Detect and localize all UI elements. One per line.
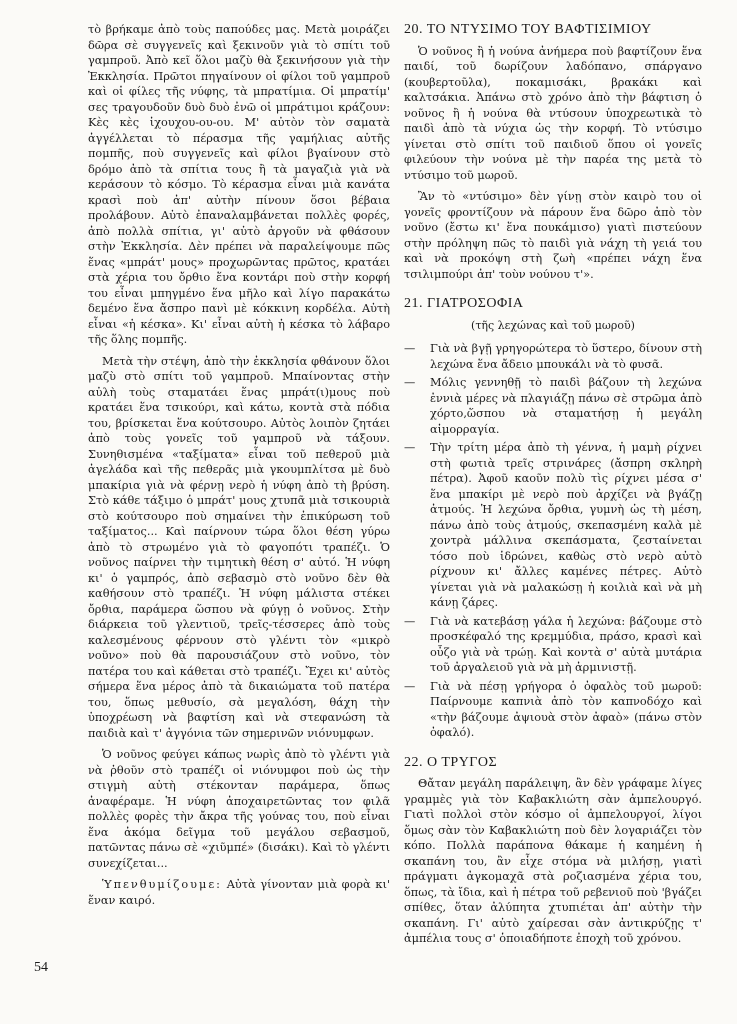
section-20-paragraph-1: Ὁ νοῦνος ἢ ἡ νούνα ἀνήμερα ποὺ βαφτίζουν ἕνα παιδί, τοῦ δωρίζουν λαδόπανο, σπάργανο (κουβερτοῦλα), ποκαμισάκι, βρακάκι καὶ καλτσάκια. Ἀπάνω στὸ χρόνο ἀπὸ τὴν βάφτιση ὁ νοῦνος ἢ ἡ νούνα θὰ ντύσουν ὑποχρεωτικὰ τὸ παιδὶ ἀπὸ τὰ νύχια ὡς τὴν κορφή. Τὸ ντύσιμο γίνεται στὸ σπίτι τοῦ παιδιοῦ ὅπου οἱ γονεῖς φιλεύουν τὴν νούνα μὲ τὴν παρέα της μετὰ τὸ ντύσιμο τοῦ μωροῦ. bbox=[404, 44, 702, 182]
left-paragraph-3: Ὁ νοῦνος φεύγει κάπως νωρὶς ἀπὸ τὸ γλέντι γιὰ νὰ ῥθοῦν στὸ τραπέζι οἱ νιόνυμφοι ποὺ ὡς τὴν στιγμὴ αὐτὴ στέκονταν παράμερα, ὅπως ἀναφέραμε. Ἡ νύφη ἀποχαιρετῶντας τον φιλᾶ πολλὲς φορὲς τὴν ἄκρα τῆς γούνας του, ποὺ εἶναι ἕνα ἀκόμα δεῖγμα τοῦ μεγάλου σεβασμοῦ, πατῶντας πάνω σὲ «χιῦμπέ» (δισάκι). Καὶ τὸ γλέντι συνεχίζεται... bbox=[88, 748, 390, 870]
list-item: — Γιὰ νὰ κατεβάσῃ γάλα ἡ λεχώνα: βάζουμε στὸ προσκέφαλό της κρεμμύδια, πράσο, κρασὶ καὶ οὖζο γιὰ νὰ τρώῃ. Καὶ κοντὰ σ' αὐτὰ μυτάρια τοῦ ἀργαλειοῦ γιὰ νὰ μὴ ἀρμινιστῇ. bbox=[404, 614, 702, 676]
page-number: 54 bbox=[34, 960, 48, 975]
left-column bbox=[88, 22, 390, 914]
list-item: — Μόλις γεννηθῇ τὸ παιδὶ βάζουν τὴ λεχώνα ἐννιὰ μέρες νὰ πλαγιάζῃ πάνω σὲ στρῶμα ἀπὸ χόρτο,ὥσπου νὰ σταματήσῃ ἡ μεγάλη αἱμορραγία. bbox=[404, 375, 702, 437]
section-20-paragraph-2: Ἂν τὸ «ντύσιμο» δὲν γίνῃ στὸν καιρὸ του οἱ γονεῖς φροντίζουν νὰ πάρουν ἕνα δῶρο ἀπὸ τὸν νοῦνο (ἔστω κι' ἕνα πουκάμισο) γιατὶ πιστεύουν στὴν πρόληψη πῶς τὸ παιδὶ γιὰ νάχη τὴ γειά του καὶ νὰ προκόψη στὴ ζωὴ «πρέπει νάχη ἕνα τσιλιμπούρι ἀπ' τοὺν νούνου τ'». bbox=[404, 190, 702, 281]
left-paragraph-1: τὸ βρήκαμε ἀπὸ τοὺς παπούδες μας. Μετὰ μοιράζει δῶρα σὲ συγγενεῖς καὶ ξεκινοῦν γιὰ τὸ σπίτι τοῦ γαμπροῦ. Ἀπὸ κεῖ ὅλοι μαζὺ θὰ ξεκινήσουν γιὰ τὴν Ἐκκλησία. Πρῶτοι πηγαίνουν οἱ φίλοι τοῦ γαμπροῦ καὶ οἱ φίλες τῆς νύφης, τὰ μπρατίμια. Οἱ μπρατίμ' σες τραγουδοῦν δυὸ δυὸ ἐνῶ οἱ μπράτιμοι κράζουν: Κὲς κὲς ἰχουχου-ου-ου. Μ' αὐτὸν τὸν σαματὰ ἀγγέλλεται τὸ πέρασμα τῆς γαμήλιας αὐτῆς πομπῆς, ποὺ συγγενεῖς καὶ φίλοι βγαίνουν στὸ δρόμο ἀπὸ τὰ σπίτια τους ἢ τὰ μαγαζιὰ γιὰ νὰ κεράσουν τὸ κόσμο. Τὸ κέρασμα εἶναι μιὰ κανάτα κρασὶ ποὺ ἀπ' αὐτὴν πίνουν ὅσοι βέβαια προλάβουν. Αὐτὸ ἐπαναλαμβάνεται πολλὲς φορές, ἀπὸ πολλὰ σπίτια, γι' αὐτὸ ἀργοῦν νὰ φθάσουν στὴν Ἐκκλησία. Δὲν πρέπει νὰ παραλείψουμε πῶς ἕνας «μπράτ' μους» προχωρῶντας πρῶτος, κρατάει στὰ χέρια του ὄρθιο ἕνα κοντάρι ποὺ στὴν κορφή του εἶναι μπηγμένο ἕνα μῆλο καὶ λίγο παρακάτω δεμένο ἕνα ἄσπρο πανὶ μὲ κόκκινη κορδέλα. Αὐτὴ εἶναι «ἡ κέσκα». Κι' εἶναι αὐτὴ ἡ κέσκα τὸ λάβαρο τῆς ὅλης πομπῆς. bbox=[88, 23, 390, 346]
section-22-paragraph-1: Θἄταν μεγάλη παράλειψη, ἂν δὲν γράφαμε λίγες γραμμὲς γιὰ τὸν Καβακλιώτη σὰν ἀμπελουργό. Γιατὶ πολλοὶ στὸν κόσμο οἱ ἀμπελουργοί, λίγοι ὅμως σὰν τὸν Καβακλιώτη ποὺ δὲν λογαριάζει τὸν κόπο. Πολλὰ παράπονα θάκαμε ἡ καημένη ἡ σκαπάνη του, ἂν εἶχε στόμα νὰ μιλήσῃ, γιατὶ πράγματι ἀγκομαχᾶ στὰ ροζιασμένα χέρια του, ὅπως, τὰ ἴδια, καὶ ἡ πέτρα τοῦ ρεβενιοῦ ποὺ 'βγάζει σπίθες, ὅταν ἀλύπητα χτυπιέται ἀπ' αὐτὴν τὴν σκαπάνη. Γι' αὐτὸ χαίρεσαι σὰν ἀντικρύζῃς τ' ἀμπέλια τους σ' ὁποιαδήποτε ἐποχὴ τοῦ χρόνου. bbox=[404, 777, 702, 945]
reminder-note bbox=[88, 877, 390, 908]
list-item: — Γιὰ νὰ βγῇ γρηγορώτερα τὸ ὕστερο, δίνουν στὴ λεχώνα ἕνα ἄδειο μπουκάλι νὰ τὸ φυσᾶ. bbox=[404, 341, 702, 372]
reminder-text: Αὐτὰ γίνονταν μιὰ φορὰ κι' ἕναν καιρό. bbox=[88, 878, 390, 907]
section-20-title: 20. ΤΟ ΝΤΥΣΙΜΟ ΤΟΥ ΒΑΦΤΙΣΙΜΙΟΥ bbox=[404, 22, 652, 37]
reminder-label: Ὑπενθυμίζουμε: bbox=[102, 878, 222, 891]
section-22-title: 22. Ο ΤΡΥΓΟΣ bbox=[404, 754, 498, 770]
left-paragraph-2: Μετὰ τὴν στέψη, ἀπὸ τὴν ἐκκλησία φθάνουν ὅλοι μαζὺ στὸ σπίτι τοῦ γαμπροῦ. Μπαίνοντας στὴν αὐλὴ τοὺς σταματάει ἕνας μπράτ(ι)μους ποὺ κρατάει ἕνα τσικούρι, καὶ κάτω, κοντὰ στὰ πόδια του, βρίσκεται ἕνα κούτσουρο. Αὐτὸς λοιπὸν ζητάει ἀπὸ τοὺς γονεῖς τοῦ γαμπροῦ νὰ τάξουν. Συνηθισμένα «ταξίματα» εἶναι τοῦ πεθεροῦ μιὰ ἀγελάδα καὶ τῆς πεθερᾶς μιὰ γκουμπλίτσα μὲ δυὸ μπακίρια γιὰ νὰ φέρνῃ νερὸ ἡ νύφη ἀπὸ τὴ βρύση. Στὸ κάθε τάξιμο ὁ μπράτ' μους χτυπᾶ μιὰ τσικουριὰ στὸ κούτσουρο ποὺ σημαίνει τὴν ἐπικύρωση τοῦ ταξίματος... Καὶ παίρνουν τώρα ὅλοι θέση γύρω ἀπὸ τὸ στρωμένο γιὰ τὸ φαγοπότι τραπέζι. Ὁ νοῦνος παίρνει τὴν τιμητικὴ θέση σ' αὐτό. Ἡ νύφη κι' ὁ γαμπρός, ἀπὸ σεβασμὸ στὸ νοῦνο δὲν θὰ καθήσουν στὸ τραπέζι. Ἡ νύφη μάλιστα στέκει ὄρθια, παράμερα ὥσπου νὰ φύγῃ ὁ νοῦνος. Στὴν διάρκεια τοῦ γλεντιοῦ, τρεῖς-τέσσερες ἀπὸ τοὺς καλεσμένους φέρνουν στὸ γλέντι τὸν «μικρὸ νοῦνο» ποὺ θὰ παρουσιάζουν στὸ νοῦνο, τὸν πατέρα του καὶ κάθεται στὸ τραπέζι. Ἔχει κι' αὐτὸς σήμερα ἕνα μέρος ἀπὸ τὰ δικαιώματα τοῦ πατέρα του, ὅπως μεθυσίο, σὰ μεγαλόση, θάχη τὴν ὑποχρέωση νὰ βαφτίση καὶ νὰ στεφανώση τὰ παιδιὰ καὶ τ' ἀγγόνια τῶν σημερινῶν νιόνυμφων. bbox=[88, 354, 390, 740]
right-column bbox=[404, 22, 702, 953]
section-21-title: 21. ΓΙΑΤΡΟΣΟΦΙΑ bbox=[404, 296, 524, 311]
section-21-subtitle: (τῆς λεχώνας καὶ τοῦ μωροῦ) bbox=[471, 318, 635, 332]
list-item: — Τὴν τρίτη μέρα ἀπὸ τὴ γέννα, ἡ μαμὴ ρίχνει στὴ φωτιὰ τρεῖς στρινάρες (ἄσπρη σκληρὴ πέτρα). Ἀφοῦ καοῦν πολὺ τὶς ρίχνει μέσα σ' ἕνα μπακίρι μὲ νερὸ ποὺ ἀρχίζει νὰ βγάζῃ ἀτμούς. Ἡ λεχώνα ὄρθια, γυμνὴ ὡς τὴ μέση, πάνω ἀπὸ τοὺς ἀτμούς, σκεπασμένη καλὰ μὲ χοντρὰ μάλλινα σκεπάσματα, ζεσταίνεται τόσο ποὺ ἱδρώνει, καθὼς στὸ νερὸ αὐτὸ ρίχνουν κι' ἄλλες καμένες πέτρες. Αὐτὸ γίνεται γιὰ νὰ μαλακώσῃ ἡ κοιλιὰ καὶ νὰ μὴ κάνῃ ζάρες. bbox=[404, 440, 702, 611]
list-item: — Γιὰ νὰ πέσῃ γρήγορα ὁ ὀφαλὸς τοῦ μωροῦ: Παίρνουμε καπνιὰ ἀπὸ τὸν καπνοδόχο καὶ «τὴν βάζουμε ἀψιουὰ στὸν ἀφαὸ» (πάνω στὸν ὀφαλό). bbox=[404, 679, 702, 741]
remedy-list bbox=[404, 341, 702, 741]
